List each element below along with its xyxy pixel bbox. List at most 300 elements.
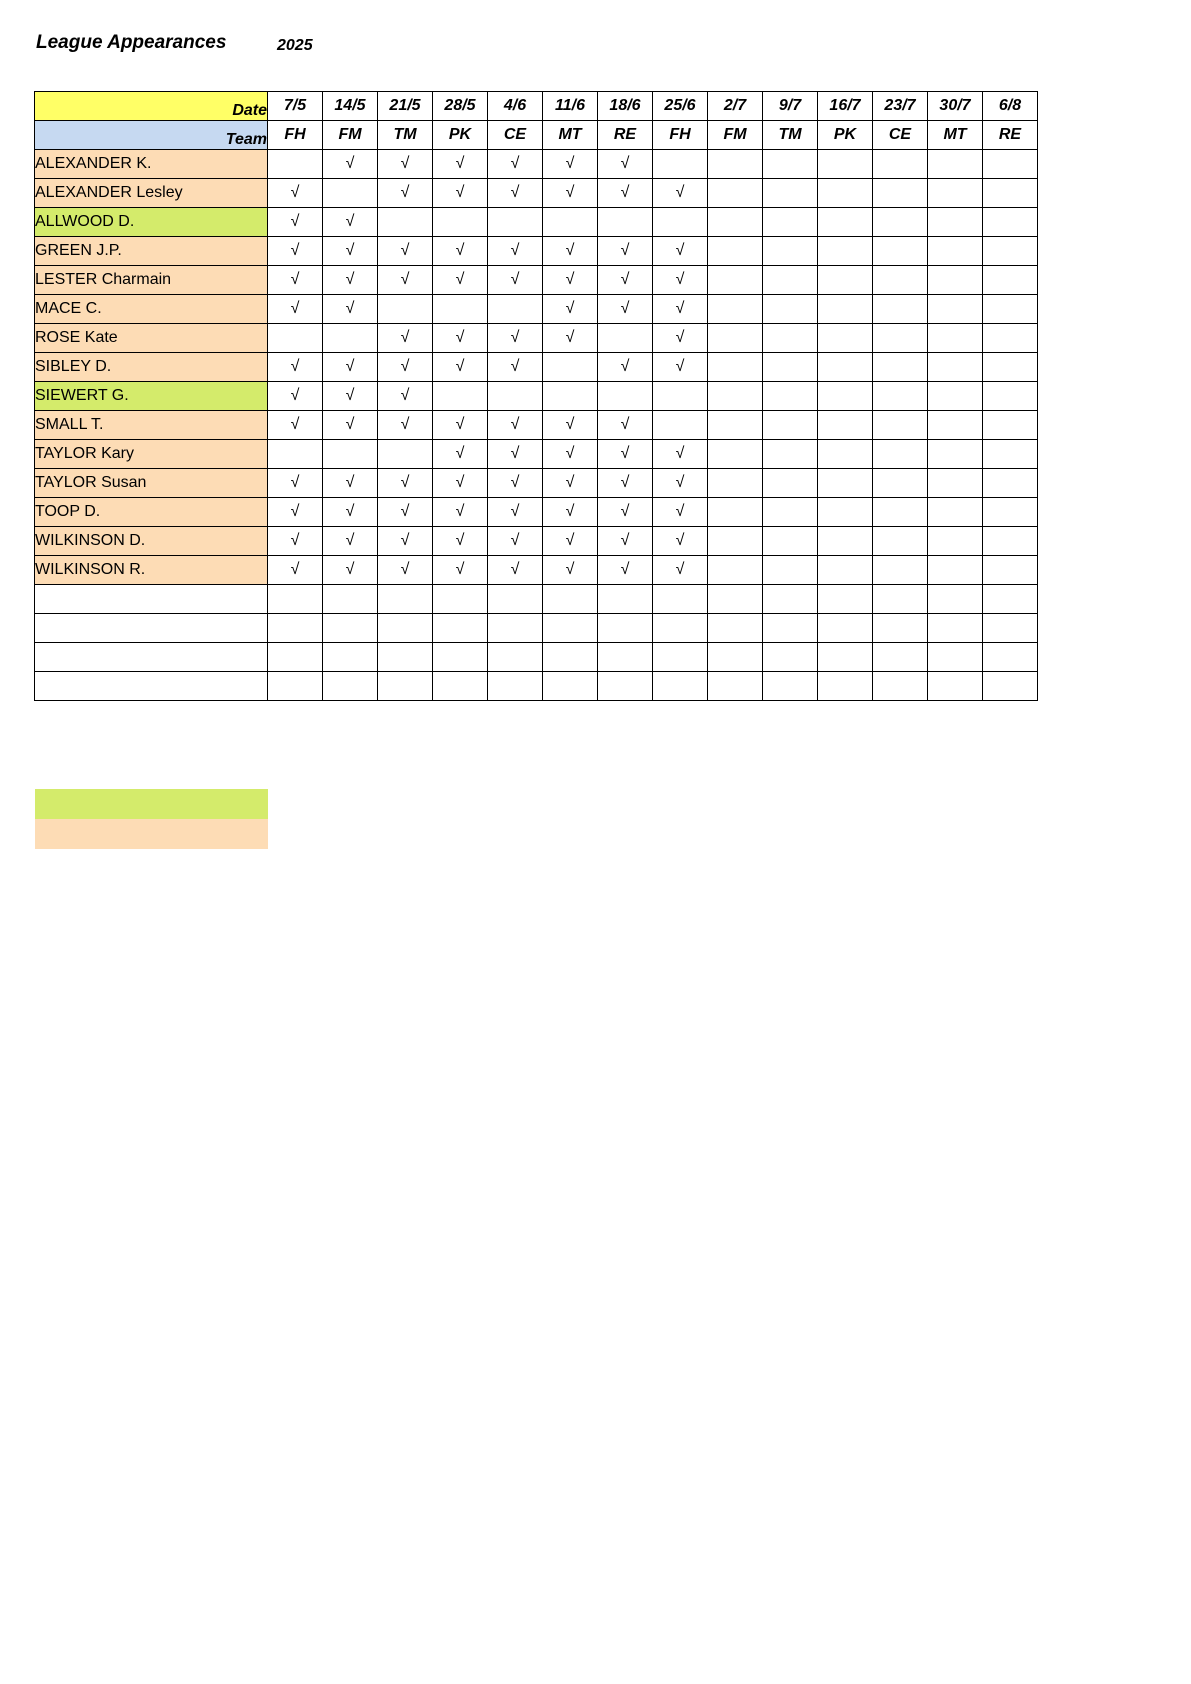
empty-cell[interactable] [763, 672, 818, 701]
empty-cell[interactable] [708, 556, 763, 585]
appearance-tick-cell[interactable]: √ [378, 527, 433, 556]
empty-cell[interactable] [763, 237, 818, 266]
appearance-tick-cell[interactable]: √ [543, 411, 598, 440]
appearance-tick-cell[interactable]: √ [598, 527, 653, 556]
empty-cell[interactable] [928, 295, 983, 324]
empty-cell[interactable] [378, 672, 433, 701]
appearance-tick-cell[interactable]: √ [433, 237, 488, 266]
empty-cell[interactable] [818, 208, 873, 237]
team-header-cell[interactable]: CE [873, 121, 928, 150]
appearance-tick-cell[interactable]: √ [488, 353, 543, 382]
empty-cell[interactable] [983, 527, 1038, 556]
empty-cell[interactable] [928, 382, 983, 411]
empty-cell[interactable] [708, 411, 763, 440]
empty-cell[interactable] [708, 237, 763, 266]
empty-cell[interactable] [818, 585, 873, 614]
appearance-tick-cell[interactable]: √ [488, 440, 543, 469]
appearance-tick-cell[interactable]: √ [433, 179, 488, 208]
date-header-cell[interactable]: 14/5 [323, 92, 378, 121]
empty-cell[interactable] [983, 469, 1038, 498]
empty-cell[interactable] [598, 672, 653, 701]
empty-cell[interactable] [873, 527, 928, 556]
empty-cell[interactable] [268, 440, 323, 469]
empty-cell[interactable] [708, 382, 763, 411]
empty-cell[interactable] [378, 643, 433, 672]
empty-cell[interactable] [378, 440, 433, 469]
appearance-tick-cell[interactable]: √ [488, 556, 543, 585]
appearance-tick-cell[interactable]: √ [488, 324, 543, 353]
appearance-tick-cell[interactable]: √ [268, 498, 323, 527]
empty-cell[interactable] [763, 411, 818, 440]
empty-cell[interactable] [763, 179, 818, 208]
empty-cell[interactable] [323, 324, 378, 353]
appearance-tick-cell[interactable]: √ [323, 295, 378, 324]
empty-cell[interactable] [983, 440, 1038, 469]
empty-cell[interactable] [873, 614, 928, 643]
empty-cell[interactable] [378, 585, 433, 614]
empty-cell[interactable] [323, 643, 378, 672]
player-name-cell[interactable]: ALEXANDER K. [35, 150, 268, 179]
appearance-tick-cell[interactable]: √ [543, 266, 598, 295]
appearance-tick-cell[interactable]: √ [268, 411, 323, 440]
empty-cell[interactable] [323, 440, 378, 469]
date-header-cell[interactable]: 21/5 [378, 92, 433, 121]
empty-cell[interactable] [763, 556, 818, 585]
empty-cell[interactable] [928, 440, 983, 469]
appearance-tick-cell[interactable]: √ [543, 179, 598, 208]
empty-cell[interactable] [488, 295, 543, 324]
appearance-tick-cell[interactable]: √ [543, 295, 598, 324]
appearance-tick-cell[interactable]: √ [323, 237, 378, 266]
appearance-tick-cell[interactable]: √ [543, 150, 598, 179]
empty-cell[interactable] [543, 614, 598, 643]
date-header-cell[interactable]: 28/5 [433, 92, 488, 121]
appearance-tick-cell[interactable]: √ [323, 469, 378, 498]
empty-cell[interactable] [543, 208, 598, 237]
empty-cell[interactable] [708, 150, 763, 179]
player-name-cell[interactable]: ALEXANDER Lesley [35, 179, 268, 208]
team-header-cell[interactable]: TM [378, 121, 433, 150]
empty-cell[interactable] [708, 585, 763, 614]
empty-cell[interactable] [433, 208, 488, 237]
appearance-tick-cell[interactable]: √ [488, 469, 543, 498]
empty-cell[interactable] [818, 498, 873, 527]
appearance-tick-cell[interactable]: √ [323, 411, 378, 440]
empty-cell[interactable] [763, 266, 818, 295]
team-header-cell[interactable]: MT [543, 121, 598, 150]
appearance-tick-cell[interactable]: √ [653, 469, 708, 498]
player-name-cell[interactable]: TAYLOR Susan [35, 469, 268, 498]
empty-cell[interactable] [928, 208, 983, 237]
team-header-cell[interactable]: MT [928, 121, 983, 150]
date-header-cell[interactable]: 7/5 [268, 92, 323, 121]
empty-cell[interactable] [818, 295, 873, 324]
empty-cell[interactable] [928, 324, 983, 353]
appearance-tick-cell[interactable]: √ [598, 237, 653, 266]
player-name-cell[interactable]: LESTER Charmain [35, 266, 268, 295]
player-name-cell[interactable]: WILKINSON D. [35, 527, 268, 556]
appearance-tick-cell[interactable]: √ [268, 353, 323, 382]
player-name-cell[interactable]: MACE C. [35, 295, 268, 324]
empty-cell[interactable] [763, 382, 818, 411]
appearance-tick-cell[interactable]: √ [488, 150, 543, 179]
empty-cell[interactable] [818, 150, 873, 179]
empty-cell[interactable] [818, 643, 873, 672]
empty-cell[interactable] [928, 237, 983, 266]
appearance-tick-cell[interactable]: √ [488, 266, 543, 295]
empty-cell[interactable] [873, 585, 928, 614]
appearance-tick-cell[interactable]: √ [268, 469, 323, 498]
empty-cell[interactable] [598, 614, 653, 643]
empty-cell[interactable] [763, 295, 818, 324]
empty-cell[interactable] [433, 295, 488, 324]
appearance-tick-cell[interactable]: √ [378, 266, 433, 295]
empty-cell[interactable] [983, 614, 1038, 643]
appearance-tick-cell[interactable]: √ [653, 527, 708, 556]
empty-cell[interactable] [928, 150, 983, 179]
empty-cell[interactable] [873, 672, 928, 701]
player-name-cell[interactable]: ROSE Kate [35, 324, 268, 353]
empty-cell[interactable] [598, 324, 653, 353]
appearance-tick-cell[interactable]: √ [323, 556, 378, 585]
empty-cell[interactable] [763, 353, 818, 382]
appearance-tick-cell[interactable]: √ [378, 469, 433, 498]
appearance-tick-cell[interactable]: √ [653, 353, 708, 382]
empty-cell[interactable] [763, 614, 818, 643]
date-header-cell[interactable]: 23/7 [873, 92, 928, 121]
empty-cell[interactable] [873, 237, 928, 266]
empty-cell[interactable] [488, 672, 543, 701]
empty-cell[interactable] [928, 585, 983, 614]
appearance-tick-cell[interactable]: √ [543, 498, 598, 527]
appearance-tick-cell[interactable]: √ [433, 266, 488, 295]
team-header-label[interactable]: Team [35, 121, 268, 150]
date-header-cell[interactable]: 16/7 [818, 92, 873, 121]
empty-cell[interactable] [873, 498, 928, 527]
appearance-tick-cell[interactable]: √ [653, 179, 708, 208]
appearance-tick-cell[interactable]: √ [268, 556, 323, 585]
team-header-cell[interactable]: RE [983, 121, 1038, 150]
empty-cell[interactable] [928, 556, 983, 585]
empty-cell[interactable] [708, 208, 763, 237]
empty-cell[interactable] [983, 266, 1038, 295]
appearance-tick-cell[interactable]: √ [543, 469, 598, 498]
empty-cell[interactable] [818, 179, 873, 208]
empty-cell[interactable] [983, 643, 1038, 672]
empty-cell[interactable] [653, 150, 708, 179]
empty-cell[interactable] [708, 295, 763, 324]
appearance-tick-cell[interactable]: √ [653, 556, 708, 585]
team-header-cell[interactable]: PK [433, 121, 488, 150]
appearance-tick-cell[interactable]: √ [433, 527, 488, 556]
empty-cell[interactable] [873, 324, 928, 353]
empty-cell[interactable] [708, 324, 763, 353]
empty-cell[interactable] [433, 614, 488, 643]
empty-cell[interactable] [653, 208, 708, 237]
empty-cell[interactable] [983, 324, 1038, 353]
empty-cell[interactable] [543, 353, 598, 382]
empty-cell[interactable] [818, 469, 873, 498]
empty-cell[interactable] [983, 498, 1038, 527]
empty-cell[interactable] [983, 179, 1038, 208]
empty-cell[interactable] [433, 672, 488, 701]
empty-cell[interactable] [928, 672, 983, 701]
empty-cell[interactable] [598, 382, 653, 411]
empty-cell[interactable] [323, 672, 378, 701]
appearance-tick-cell[interactable]: √ [543, 440, 598, 469]
appearance-tick-cell[interactable]: √ [433, 324, 488, 353]
empty-name-cell[interactable] [35, 643, 268, 672]
appearance-tick-cell[interactable]: √ [323, 353, 378, 382]
player-name-cell[interactable]: GREEN J.P. [35, 237, 268, 266]
appearance-tick-cell[interactable]: √ [323, 527, 378, 556]
empty-cell[interactable] [763, 527, 818, 556]
empty-cell[interactable] [818, 324, 873, 353]
empty-cell[interactable] [378, 295, 433, 324]
appearance-tick-cell[interactable]: √ [433, 556, 488, 585]
appearance-tick-cell[interactable]: √ [323, 266, 378, 295]
appearance-tick-cell[interactable]: √ [268, 266, 323, 295]
appearance-tick-cell[interactable]: √ [488, 527, 543, 556]
empty-cell[interactable] [268, 324, 323, 353]
team-header-cell[interactable]: TM [763, 121, 818, 150]
appearance-tick-cell[interactable]: √ [488, 237, 543, 266]
empty-cell[interactable] [708, 614, 763, 643]
appearance-tick-cell[interactable]: √ [268, 295, 323, 324]
date-header-cell[interactable]: 2/7 [708, 92, 763, 121]
appearance-tick-cell[interactable]: √ [268, 179, 323, 208]
empty-cell[interactable] [763, 469, 818, 498]
player-name-cell[interactable]: SIEWERT G. [35, 382, 268, 411]
empty-cell[interactable] [598, 208, 653, 237]
appearance-tick-cell[interactable]: √ [488, 498, 543, 527]
appearance-tick-cell[interactable]: √ [598, 411, 653, 440]
empty-cell[interactable] [653, 643, 708, 672]
empty-cell[interactable] [818, 614, 873, 643]
empty-cell[interactable] [488, 382, 543, 411]
empty-cell[interactable] [873, 643, 928, 672]
appearance-tick-cell[interactable]: √ [598, 556, 653, 585]
empty-cell[interactable] [983, 672, 1038, 701]
empty-cell[interactable] [763, 585, 818, 614]
appearance-tick-cell[interactable]: √ [323, 150, 378, 179]
empty-cell[interactable] [873, 440, 928, 469]
empty-cell[interactable] [598, 643, 653, 672]
empty-cell[interactable] [983, 150, 1038, 179]
empty-cell[interactable] [653, 382, 708, 411]
empty-cell[interactable] [983, 585, 1038, 614]
date-header-cell[interactable]: 4/6 [488, 92, 543, 121]
empty-cell[interactable] [433, 585, 488, 614]
appearance-tick-cell[interactable]: √ [433, 498, 488, 527]
appearance-tick-cell[interactable]: √ [268, 382, 323, 411]
team-header-cell[interactable]: CE [488, 121, 543, 150]
player-name-cell[interactable]: ALLWOOD D. [35, 208, 268, 237]
empty-cell[interactable] [983, 237, 1038, 266]
empty-cell[interactable] [928, 411, 983, 440]
empty-name-cell[interactable] [35, 614, 268, 643]
team-header-cell[interactable]: FH [653, 121, 708, 150]
date-header-cell[interactable]: 30/7 [928, 92, 983, 121]
empty-cell[interactable] [708, 440, 763, 469]
empty-cell[interactable] [433, 643, 488, 672]
empty-cell[interactable] [323, 614, 378, 643]
empty-cell[interactable] [873, 179, 928, 208]
empty-cell[interactable] [323, 585, 378, 614]
appearance-tick-cell[interactable]: √ [378, 498, 433, 527]
team-header-cell[interactable]: FM [323, 121, 378, 150]
empty-cell[interactable] [928, 469, 983, 498]
appearance-tick-cell[interactable]: √ [598, 179, 653, 208]
date-header-cell[interactable]: 18/6 [598, 92, 653, 121]
date-header-cell[interactable]: 11/6 [543, 92, 598, 121]
empty-cell[interactable] [708, 266, 763, 295]
empty-cell[interactable] [818, 672, 873, 701]
appearance-tick-cell[interactable]: √ [543, 556, 598, 585]
player-name-cell[interactable]: TOOP D. [35, 498, 268, 527]
date-header-label[interactable]: Date [35, 92, 268, 121]
empty-cell[interactable] [818, 556, 873, 585]
empty-cell[interactable] [378, 614, 433, 643]
empty-cell[interactable] [708, 353, 763, 382]
appearance-tick-cell[interactable]: √ [598, 295, 653, 324]
empty-cell[interactable] [488, 208, 543, 237]
empty-cell[interactable] [378, 208, 433, 237]
empty-cell[interactable] [873, 295, 928, 324]
empty-cell[interactable] [873, 411, 928, 440]
appearance-tick-cell[interactable]: √ [433, 353, 488, 382]
appearance-tick-cell[interactable]: √ [598, 353, 653, 382]
player-name-cell[interactable]: TAYLOR Kary [35, 440, 268, 469]
empty-cell[interactable] [708, 527, 763, 556]
empty-cell[interactable] [818, 527, 873, 556]
empty-cell[interactable] [873, 556, 928, 585]
empty-cell[interactable] [708, 179, 763, 208]
empty-cell[interactable] [928, 353, 983, 382]
empty-cell[interactable] [763, 208, 818, 237]
appearance-tick-cell[interactable]: √ [543, 527, 598, 556]
empty-cell[interactable] [983, 295, 1038, 324]
appearance-tick-cell[interactable]: √ [543, 237, 598, 266]
empty-cell[interactable] [268, 643, 323, 672]
empty-cell[interactable] [763, 643, 818, 672]
appearance-tick-cell[interactable]: √ [268, 237, 323, 266]
empty-cell[interactable] [653, 411, 708, 440]
empty-cell[interactable] [488, 614, 543, 643]
appearance-tick-cell[interactable]: √ [653, 266, 708, 295]
empty-cell[interactable] [543, 585, 598, 614]
empty-cell[interactable] [983, 382, 1038, 411]
empty-cell[interactable] [763, 440, 818, 469]
empty-cell[interactable] [708, 643, 763, 672]
appearance-tick-cell[interactable]: √ [323, 208, 378, 237]
empty-cell[interactable] [928, 527, 983, 556]
empty-cell[interactable] [873, 266, 928, 295]
empty-cell[interactable] [983, 556, 1038, 585]
empty-cell[interactable] [268, 585, 323, 614]
appearance-tick-cell[interactable]: √ [323, 382, 378, 411]
team-header-cell[interactable]: PK [818, 121, 873, 150]
appearance-tick-cell[interactable]: √ [598, 498, 653, 527]
empty-cell[interactable] [708, 672, 763, 701]
empty-cell[interactable] [983, 208, 1038, 237]
empty-cell[interactable] [763, 324, 818, 353]
empty-cell[interactable] [818, 353, 873, 382]
appearance-tick-cell[interactable]: √ [378, 179, 433, 208]
empty-cell[interactable] [653, 585, 708, 614]
empty-cell[interactable] [268, 150, 323, 179]
appearance-tick-cell[interactable]: √ [268, 527, 323, 556]
appearance-tick-cell[interactable]: √ [598, 150, 653, 179]
empty-cell[interactable] [928, 266, 983, 295]
empty-cell[interactable] [818, 382, 873, 411]
empty-name-cell[interactable] [35, 672, 268, 701]
appearance-tick-cell[interactable]: √ [378, 382, 433, 411]
empty-cell[interactable] [983, 411, 1038, 440]
empty-cell[interactable] [763, 150, 818, 179]
team-header-cell[interactable]: FH [268, 121, 323, 150]
appearance-tick-cell[interactable]: √ [653, 324, 708, 353]
empty-cell[interactable] [488, 643, 543, 672]
empty-cell[interactable] [488, 585, 543, 614]
empty-cell[interactable] [653, 672, 708, 701]
appearance-tick-cell[interactable]: √ [323, 498, 378, 527]
empty-cell[interactable] [983, 353, 1038, 382]
appearance-tick-cell[interactable]: √ [653, 295, 708, 324]
appearance-tick-cell[interactable]: √ [378, 324, 433, 353]
empty-name-cell[interactable] [35, 585, 268, 614]
empty-cell[interactable] [873, 208, 928, 237]
empty-cell[interactable] [708, 498, 763, 527]
empty-cell[interactable] [928, 643, 983, 672]
empty-cell[interactable] [818, 440, 873, 469]
appearance-tick-cell[interactable]: √ [433, 469, 488, 498]
appearance-tick-cell[interactable]: √ [543, 324, 598, 353]
empty-cell[interactable] [323, 179, 378, 208]
empty-cell[interactable] [763, 498, 818, 527]
appearance-tick-cell[interactable]: √ [378, 353, 433, 382]
appearance-tick-cell[interactable]: √ [378, 150, 433, 179]
date-header-cell[interactable]: 9/7 [763, 92, 818, 121]
empty-cell[interactable] [928, 179, 983, 208]
appearance-tick-cell[interactable]: √ [653, 498, 708, 527]
empty-cell[interactable] [873, 469, 928, 498]
player-name-cell[interactable]: SIBLEY D. [35, 353, 268, 382]
appearance-tick-cell[interactable]: √ [653, 237, 708, 266]
empty-cell[interactable] [873, 150, 928, 179]
appearance-tick-cell[interactable]: √ [378, 237, 433, 266]
team-header-cell[interactable]: FM [708, 121, 763, 150]
appearance-tick-cell[interactable]: √ [268, 208, 323, 237]
empty-cell[interactable] [543, 672, 598, 701]
empty-cell[interactable] [268, 614, 323, 643]
appearance-tick-cell[interactable]: √ [433, 150, 488, 179]
team-header-cell[interactable]: RE [598, 121, 653, 150]
empty-cell[interactable] [818, 237, 873, 266]
appearance-tick-cell[interactable]: √ [598, 266, 653, 295]
empty-cell[interactable] [653, 614, 708, 643]
appearance-tick-cell[interactable]: √ [433, 411, 488, 440]
appearance-tick-cell[interactable]: √ [433, 440, 488, 469]
empty-cell[interactable] [928, 498, 983, 527]
empty-cell[interactable] [708, 469, 763, 498]
empty-cell[interactable] [543, 643, 598, 672]
appearance-tick-cell[interactable]: √ [378, 411, 433, 440]
empty-cell[interactable] [598, 585, 653, 614]
date-header-cell[interactable]: 6/8 [983, 92, 1038, 121]
empty-cell[interactable] [873, 353, 928, 382]
appearance-tick-cell[interactable]: √ [598, 440, 653, 469]
